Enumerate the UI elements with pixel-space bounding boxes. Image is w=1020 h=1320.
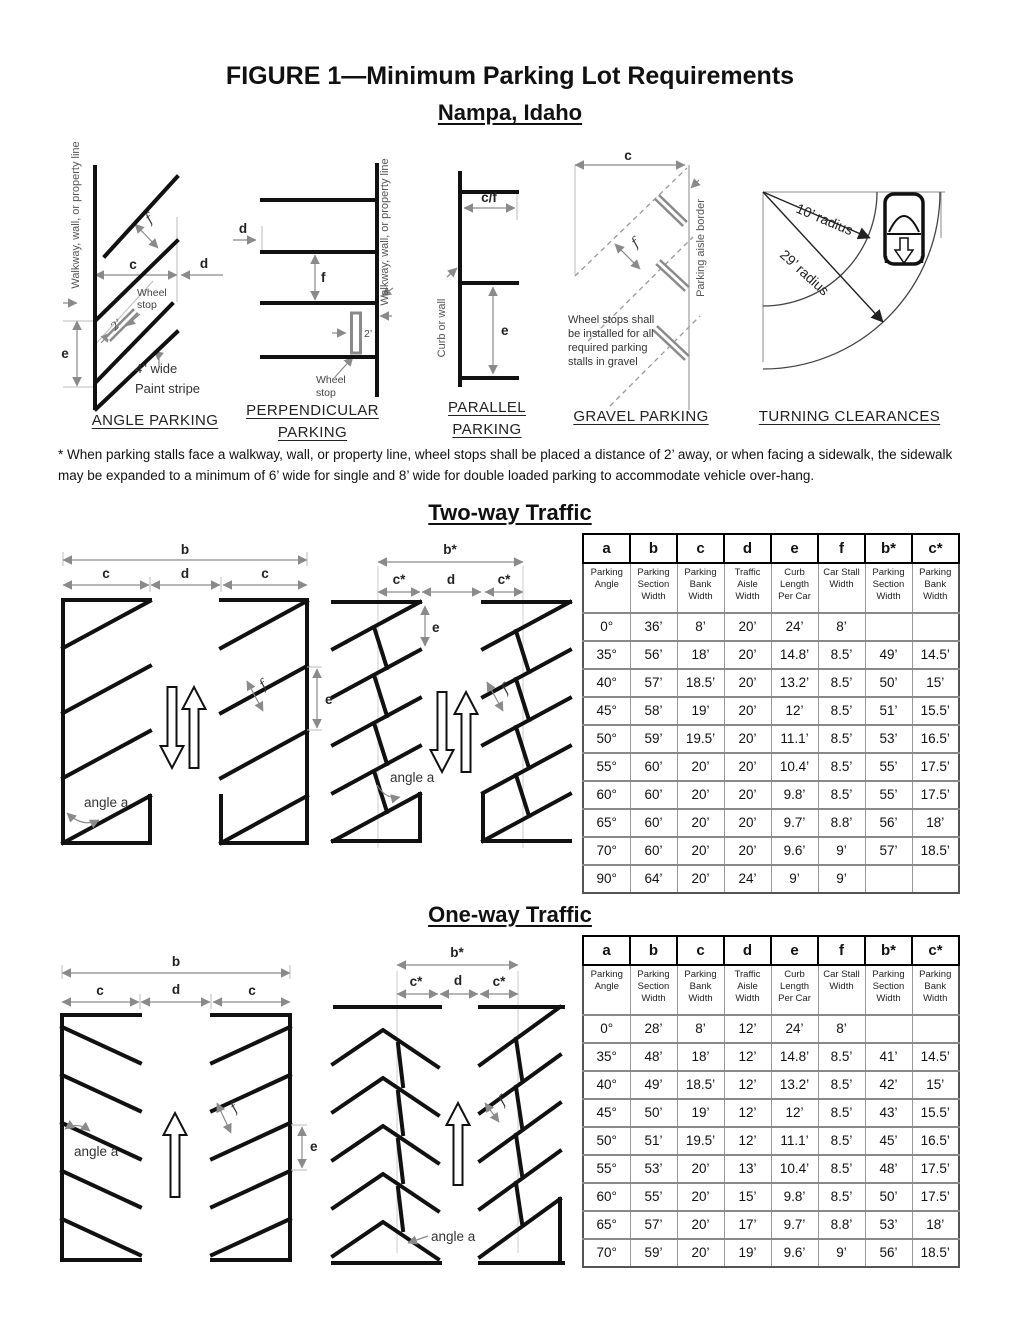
column-name: Parking Section Width xyxy=(865,563,912,613)
caption-perpendicular-parking: PERPENDICULAR PARKING xyxy=(246,402,379,441)
column-name: Parking Bank Width xyxy=(677,965,724,1015)
table-cell: 49’ xyxy=(630,1071,677,1099)
table-cell: 18.5’ xyxy=(912,1239,959,1267)
column-letter: e xyxy=(771,936,818,965)
table-cell: 18.5’ xyxy=(677,1071,724,1099)
table-cell: 36’ xyxy=(630,613,677,641)
table-cell: 15.5’ xyxy=(912,697,959,725)
traffic-arrow-down xyxy=(431,692,454,772)
table-cell xyxy=(865,1015,912,1043)
table-cell: 50° xyxy=(583,725,630,753)
turning-clearances-diagram xyxy=(735,150,960,435)
left-parking-bank xyxy=(333,1007,440,1263)
dim-label-b-star: b* xyxy=(450,945,464,960)
car-icon xyxy=(885,194,923,264)
table-cell: 18’ xyxy=(677,1043,724,1071)
table-row xyxy=(583,1043,959,1071)
column-letter: c* xyxy=(912,936,959,965)
table-cell: 60° xyxy=(583,781,630,809)
table-cell: 8.5’ xyxy=(818,697,865,725)
table-cell: 19.5’ xyxy=(677,725,724,753)
table-cell: 9.8’ xyxy=(771,781,818,809)
table-cell: 20’ xyxy=(724,781,771,809)
table-cell: 15’ xyxy=(912,669,959,697)
table-row xyxy=(583,1155,959,1183)
table-cell: 56’ xyxy=(865,809,912,837)
table-cell: 60’ xyxy=(630,837,677,865)
column-name: Parking Bank Width xyxy=(912,563,959,613)
curb-label: Curb or wall xyxy=(436,298,448,358)
column-name: Parking Section Width xyxy=(865,965,912,1015)
table-cell: 57’ xyxy=(630,669,677,697)
table-cell: 58’ xyxy=(630,697,677,725)
dim-label-e: e xyxy=(325,692,333,707)
angle-a-label: angle a xyxy=(390,770,435,785)
table-cell: 8.8’ xyxy=(818,1211,865,1239)
table-cell: 56’ xyxy=(630,641,677,669)
table-cell: 59’ xyxy=(630,725,677,753)
caption-angle-parking: ANGLE PARKING xyxy=(91,412,219,429)
table-cell: 20’ xyxy=(677,809,724,837)
gravel-note: Wheel stops shall xyxy=(568,314,655,326)
dim-label-d: d xyxy=(453,973,463,988)
dim-label-2ft: 2’ xyxy=(108,316,125,334)
table-cell: 49’ xyxy=(865,641,912,669)
column-letter: a xyxy=(583,534,630,563)
angle-a-label: angle a xyxy=(74,1144,119,1159)
table-cell: 48’ xyxy=(865,1155,912,1183)
two-way-traffic-diagrams xyxy=(50,530,590,860)
page-title: FIGURE 1—Minimum Parking Lot Requirements xyxy=(225,62,795,90)
dim-label-2ft: 2’ xyxy=(364,328,373,340)
table-cell: 14.8’ xyxy=(771,1043,818,1071)
caption-turning-clearances: TURNING CLEARANCES xyxy=(758,408,941,425)
column-letter: b* xyxy=(865,936,912,965)
column-name: Curb Length Per Car xyxy=(771,965,818,1015)
table-cell: 13.2’ xyxy=(771,669,818,697)
table-row xyxy=(583,1099,959,1127)
dim-label-e: e xyxy=(432,620,440,635)
table-cell: 9.6’ xyxy=(771,837,818,865)
table-cell: 8.5’ xyxy=(818,641,865,669)
dim-label-e: e xyxy=(61,346,69,361)
table-cell: 40° xyxy=(583,669,630,697)
table-cell: 42’ xyxy=(865,1071,912,1099)
footnote: * When parking stalls face a walkway, wall, or property line, wheel stops shall be placed a distance of 2’ away, or when facing a sidewalk, the sidewalk may be expanded to a minimum of 6’ wide for single and 8’ wide for double loaded parking to accommodate vehicle over-hang. xyxy=(58,447,953,483)
table-cell: 57’ xyxy=(630,1211,677,1239)
table-cell: 11.1’ xyxy=(771,1127,818,1155)
column-letter: e xyxy=(771,534,818,563)
table-cell xyxy=(912,613,959,641)
table-cell: 65° xyxy=(583,1211,630,1239)
right-parking-bank xyxy=(212,1015,290,1260)
traffic-arrow-up xyxy=(164,1113,187,1197)
table-cell: 20’ xyxy=(724,753,771,781)
table-cell: 50’ xyxy=(865,1183,912,1211)
table-cell: 18’ xyxy=(912,1211,959,1239)
table-cell: 8.8’ xyxy=(818,809,865,837)
table-cell: 8.5’ xyxy=(818,1071,865,1099)
table-cell: 20’ xyxy=(677,1183,724,1211)
gravel-stalls xyxy=(575,165,700,410)
table-cell: 0° xyxy=(583,613,630,641)
dim-label-b: b xyxy=(171,954,181,969)
dim-label-d: d xyxy=(180,566,190,581)
table-cell: 64’ xyxy=(630,865,677,893)
table-cell: 20’ xyxy=(724,613,771,641)
table-row xyxy=(583,669,959,697)
table-cell: 24’ xyxy=(771,613,818,641)
column-letter: f xyxy=(818,936,865,965)
column-letter: f xyxy=(818,534,865,563)
column-letter: d xyxy=(724,534,771,563)
table-cell: 50’ xyxy=(865,669,912,697)
perpendicular-parking-diagram xyxy=(228,140,398,440)
table-cell: 41’ xyxy=(865,1043,912,1071)
table-cell: 17.5’ xyxy=(912,781,959,809)
table-row xyxy=(583,1071,959,1099)
table-row xyxy=(583,837,959,865)
table-cell: 70° xyxy=(583,1239,630,1267)
table-cell: 17’ xyxy=(724,1211,771,1239)
table-cell: 8’ xyxy=(677,613,724,641)
dim-label-b-star: b* xyxy=(443,542,457,557)
table-cell xyxy=(912,865,959,893)
table-row xyxy=(583,1015,959,1043)
table-row xyxy=(583,1127,959,1155)
dim-label-f: f xyxy=(628,235,643,252)
svg-defs xyxy=(0,0,1,1)
heading-two-way: Two-way Traffic xyxy=(428,500,592,525)
table-cell: 51’ xyxy=(630,1127,677,1155)
table-row xyxy=(583,641,959,669)
column-letter: c* xyxy=(912,534,959,563)
right-parking-bank xyxy=(483,602,570,841)
table-cell: 20’ xyxy=(724,669,771,697)
gravel-note: stalls in gravel xyxy=(568,356,638,368)
table-cell: 56’ xyxy=(865,1239,912,1267)
table-cell: 0° xyxy=(583,1015,630,1043)
table-cell: 18’ xyxy=(677,641,724,669)
wall-and-stalls xyxy=(262,165,377,395)
gravel-note: be installed for all xyxy=(568,328,654,340)
column-letter: c xyxy=(677,534,724,563)
dim-label-f: f xyxy=(142,211,157,228)
table-cell: 18.5’ xyxy=(677,669,724,697)
wheel-stop-label: Wheel xyxy=(316,374,346,386)
table-cell: 12’ xyxy=(724,1015,771,1043)
table-cell: 57’ xyxy=(865,837,912,865)
table-cell xyxy=(865,865,912,893)
table-cell: 10.4’ xyxy=(771,1155,818,1183)
table-cell: 20’ xyxy=(724,697,771,725)
table-row xyxy=(583,809,959,837)
table-row xyxy=(583,781,959,809)
dim-label-c-star: c* xyxy=(492,974,506,989)
table-cell: 8.5’ xyxy=(818,1155,865,1183)
one-way-standard-diagram xyxy=(62,954,318,1260)
table-cell: 55’ xyxy=(865,781,912,809)
table-cell: 12’ xyxy=(771,1099,818,1127)
column-name: Parking Angle xyxy=(583,563,630,613)
table-cell: 55° xyxy=(583,753,630,781)
column-letter: b* xyxy=(865,534,912,563)
dim-label-c: c xyxy=(248,983,256,998)
table-row xyxy=(583,865,959,893)
two-way-table xyxy=(582,533,960,894)
column-name: Parking Bank Width xyxy=(677,563,724,613)
angle-a-label: angle a xyxy=(431,1229,476,1244)
radius-29-label: 29’ radius xyxy=(776,246,833,299)
table-cell: 17.5’ xyxy=(912,753,959,781)
table-cell: 14.8’ xyxy=(771,641,818,669)
table-cell: 60’ xyxy=(630,809,677,837)
table-cell: 24’ xyxy=(771,1015,818,1043)
heading-one-way: One-way Traffic xyxy=(428,902,592,927)
dim-label-c-star: c* xyxy=(392,572,406,587)
table-cell: 8.5’ xyxy=(818,1043,865,1071)
dim-label-b: b xyxy=(180,542,190,557)
table-cell: 9.7’ xyxy=(771,1211,818,1239)
table-cell xyxy=(865,613,912,641)
dim-label-d: d xyxy=(171,982,181,997)
column-name: Parking Section Width xyxy=(630,563,677,613)
caption-parallel-parking: PARALLEL PARKING xyxy=(448,399,526,438)
column-name: Parking Bank Width xyxy=(912,965,959,1015)
table-cell: 8’ xyxy=(677,1015,724,1043)
aisle-border-label: Parking aisle border xyxy=(695,199,707,297)
table-cell: 19.5’ xyxy=(677,1127,724,1155)
table-cell: 9.6’ xyxy=(771,1239,818,1267)
right-parking-bank xyxy=(221,600,307,843)
gravel-parking-diagram xyxy=(560,148,718,440)
dim-label-c: c xyxy=(129,257,137,272)
radius-10-label: 10’ radius xyxy=(793,200,856,239)
table-cell: 53’ xyxy=(865,725,912,753)
wall-label: Walkway, wall, or property line xyxy=(70,141,82,289)
caption-gravel-parking: GRAVEL PARKING xyxy=(573,408,709,425)
table-cell: 20’ xyxy=(677,865,724,893)
dim-label-c: c xyxy=(624,148,632,163)
dim-label-f: f xyxy=(227,1100,242,1117)
table-cell: 45’ xyxy=(865,1127,912,1155)
paint-stripe-label: 4" wide xyxy=(135,361,178,376)
table-cell: 13’ xyxy=(724,1155,771,1183)
table-cell: 9’ xyxy=(771,865,818,893)
table-cell: 40° xyxy=(583,1071,630,1099)
table-cell: 9’ xyxy=(818,865,865,893)
dim-label-d: d xyxy=(446,572,456,587)
left-parking-bank xyxy=(62,1015,140,1260)
dim-label-d: d xyxy=(199,256,209,271)
table-cell: 8.5’ xyxy=(818,781,865,809)
table-cell: 35° xyxy=(583,641,630,669)
table-cell: 20’ xyxy=(724,725,771,753)
table-cell: 8’ xyxy=(818,1015,865,1043)
table-cell: 53’ xyxy=(630,1155,677,1183)
table-cell: 14.5’ xyxy=(912,1043,959,1071)
table-cell: 8.5’ xyxy=(818,1127,865,1155)
table-cell: 8.5’ xyxy=(818,669,865,697)
column-letter: b xyxy=(630,534,677,563)
wheel-stop-label: stop xyxy=(316,387,336,399)
table-cell: 9.7’ xyxy=(771,809,818,837)
angle-a-label: angle a xyxy=(84,795,129,810)
table-cell: 60° xyxy=(583,1183,630,1211)
table-cell: 17.5’ xyxy=(912,1155,959,1183)
table-cell: 70° xyxy=(583,837,630,865)
left-parking-bank xyxy=(333,602,420,841)
table-cell: 51’ xyxy=(865,697,912,725)
table-cell: 20’ xyxy=(724,641,771,669)
table-row xyxy=(583,1239,959,1267)
table-cell: 8.5’ xyxy=(818,753,865,781)
column-letter: a xyxy=(583,936,630,965)
table-cell: 55° xyxy=(583,1155,630,1183)
table-cell: 16.5’ xyxy=(912,725,959,753)
table-cell: 13.2’ xyxy=(771,1071,818,1099)
table-cell: 35° xyxy=(583,1043,630,1071)
table-cell: 55’ xyxy=(865,753,912,781)
column-name: Parking Angle xyxy=(583,965,630,1015)
column-name: Traffic Aisle Width xyxy=(724,965,771,1015)
column-name: Car Stall Width xyxy=(818,563,865,613)
table-row xyxy=(583,1211,959,1239)
dim-label-c: c xyxy=(261,566,269,581)
dim-label-e: e xyxy=(501,323,509,338)
one-way-table xyxy=(582,935,960,1268)
right-parking-bank xyxy=(480,1007,563,1263)
table-cell: 8.5’ xyxy=(818,725,865,753)
wall-label: Walkway, wall, or property line xyxy=(379,158,391,306)
table-cell: 17.5’ xyxy=(912,1183,959,1211)
column-letter: b xyxy=(630,936,677,965)
table-cell: 19’ xyxy=(677,697,724,725)
paint-stripe-label: Paint stripe xyxy=(135,381,201,396)
table-cell: 9’ xyxy=(818,837,865,865)
column-name: Parking Section Width xyxy=(630,965,677,1015)
table-cell: 12’ xyxy=(724,1127,771,1155)
table-cell: 20’ xyxy=(677,1211,724,1239)
traffic-arrow-up xyxy=(455,692,478,772)
traffic-arrow-up xyxy=(183,687,206,768)
table-cell: 9’ xyxy=(818,1239,865,1267)
traffic-arrow-down xyxy=(161,687,184,768)
table-cell: 18’ xyxy=(912,809,959,837)
table-cell: 60’ xyxy=(630,753,677,781)
gravel-note: required parking xyxy=(568,342,648,354)
wheel-stop-label: stop xyxy=(137,299,157,311)
two-way-standard-diagram xyxy=(63,542,333,843)
traffic-arrow-up xyxy=(447,1103,470,1185)
dim-label-d: d xyxy=(238,221,248,236)
dim-label-e: e xyxy=(310,1139,318,1154)
dim-label-cf: c/f xyxy=(481,190,497,205)
table-cell: 28’ xyxy=(630,1015,677,1043)
table-cell: 18.5’ xyxy=(912,837,959,865)
table-cell: 20’ xyxy=(677,781,724,809)
table-cell: 12’ xyxy=(724,1043,771,1071)
table-cell: 65° xyxy=(583,809,630,837)
table-row xyxy=(583,1183,959,1211)
table-cell: 48’ xyxy=(630,1043,677,1071)
dim-label-f: f xyxy=(321,270,326,285)
table-cell: 20’ xyxy=(677,837,724,865)
wheel-stop-bar xyxy=(352,313,361,353)
table-cell: 16.5’ xyxy=(912,1127,959,1155)
table-cell: 90° xyxy=(583,865,630,893)
table-cell: 20’ xyxy=(677,1239,724,1267)
table-row xyxy=(583,725,959,753)
dim-label-c: c xyxy=(102,566,110,581)
table-cell: 20’ xyxy=(724,837,771,865)
table-cell: 15’ xyxy=(912,1071,959,1099)
table-cell: 55’ xyxy=(630,1183,677,1211)
table-cell: 10.4’ xyxy=(771,753,818,781)
column-letter: d xyxy=(724,936,771,965)
dim-label-c-star: c* xyxy=(497,572,511,587)
table-row xyxy=(583,753,959,781)
table-cell xyxy=(912,1015,959,1043)
table-cell: 8.5’ xyxy=(818,1099,865,1127)
table-cell: 12’ xyxy=(724,1099,771,1127)
wheel-stop-label: Wheel xyxy=(137,287,167,299)
table-cell: 8’ xyxy=(818,613,865,641)
dim-label-f: f xyxy=(495,1093,510,1110)
one-way-interlock-diagram xyxy=(333,945,563,1263)
dim-label-c: c xyxy=(96,983,104,998)
table-cell: 20’ xyxy=(677,1155,724,1183)
dim-label-c-star: c* xyxy=(409,974,423,989)
page-subtitle: Nampa, Idaho xyxy=(437,100,583,125)
two-way-interlock-diagram xyxy=(333,542,570,848)
table-cell: 53’ xyxy=(865,1211,912,1239)
table-cell: 50° xyxy=(583,1127,630,1155)
table-cell: 14.5’ xyxy=(912,641,959,669)
table-cell: 12’ xyxy=(724,1071,771,1099)
table-cell: 20’ xyxy=(724,809,771,837)
angle-parking-diagram xyxy=(55,125,235,440)
dim-label-f: f xyxy=(498,681,513,698)
table-cell: 50’ xyxy=(630,1099,677,1127)
one-way-traffic-diagrams xyxy=(50,935,590,1285)
column-name: Traffic Aisle Width xyxy=(724,563,771,613)
table-cell: 9.8’ xyxy=(771,1183,818,1211)
table-cell: 60’ xyxy=(630,781,677,809)
table-cell: 59’ xyxy=(630,1239,677,1267)
table-cell: 24’ xyxy=(724,865,771,893)
table-row xyxy=(583,697,959,725)
table-cell: 11.1’ xyxy=(771,725,818,753)
column-name: Car Stall Width xyxy=(818,965,865,1015)
table-cell: 19’ xyxy=(677,1099,724,1127)
table-cell: 45° xyxy=(583,1099,630,1127)
table-cell: 45° xyxy=(583,697,630,725)
table-cell: 15.5’ xyxy=(912,1099,959,1127)
table-cell: 12’ xyxy=(771,697,818,725)
table-cell: 19’ xyxy=(724,1239,771,1267)
column-name: Curb Length Per Car xyxy=(771,563,818,613)
column-letter: c xyxy=(677,936,724,965)
table-cell: 43’ xyxy=(865,1099,912,1127)
table-cell: 8.5’ xyxy=(818,1183,865,1211)
table-cell: 15’ xyxy=(724,1183,771,1211)
table-row xyxy=(583,613,959,641)
table-cell: 20’ xyxy=(677,753,724,781)
dim-label-f: f xyxy=(256,677,271,694)
